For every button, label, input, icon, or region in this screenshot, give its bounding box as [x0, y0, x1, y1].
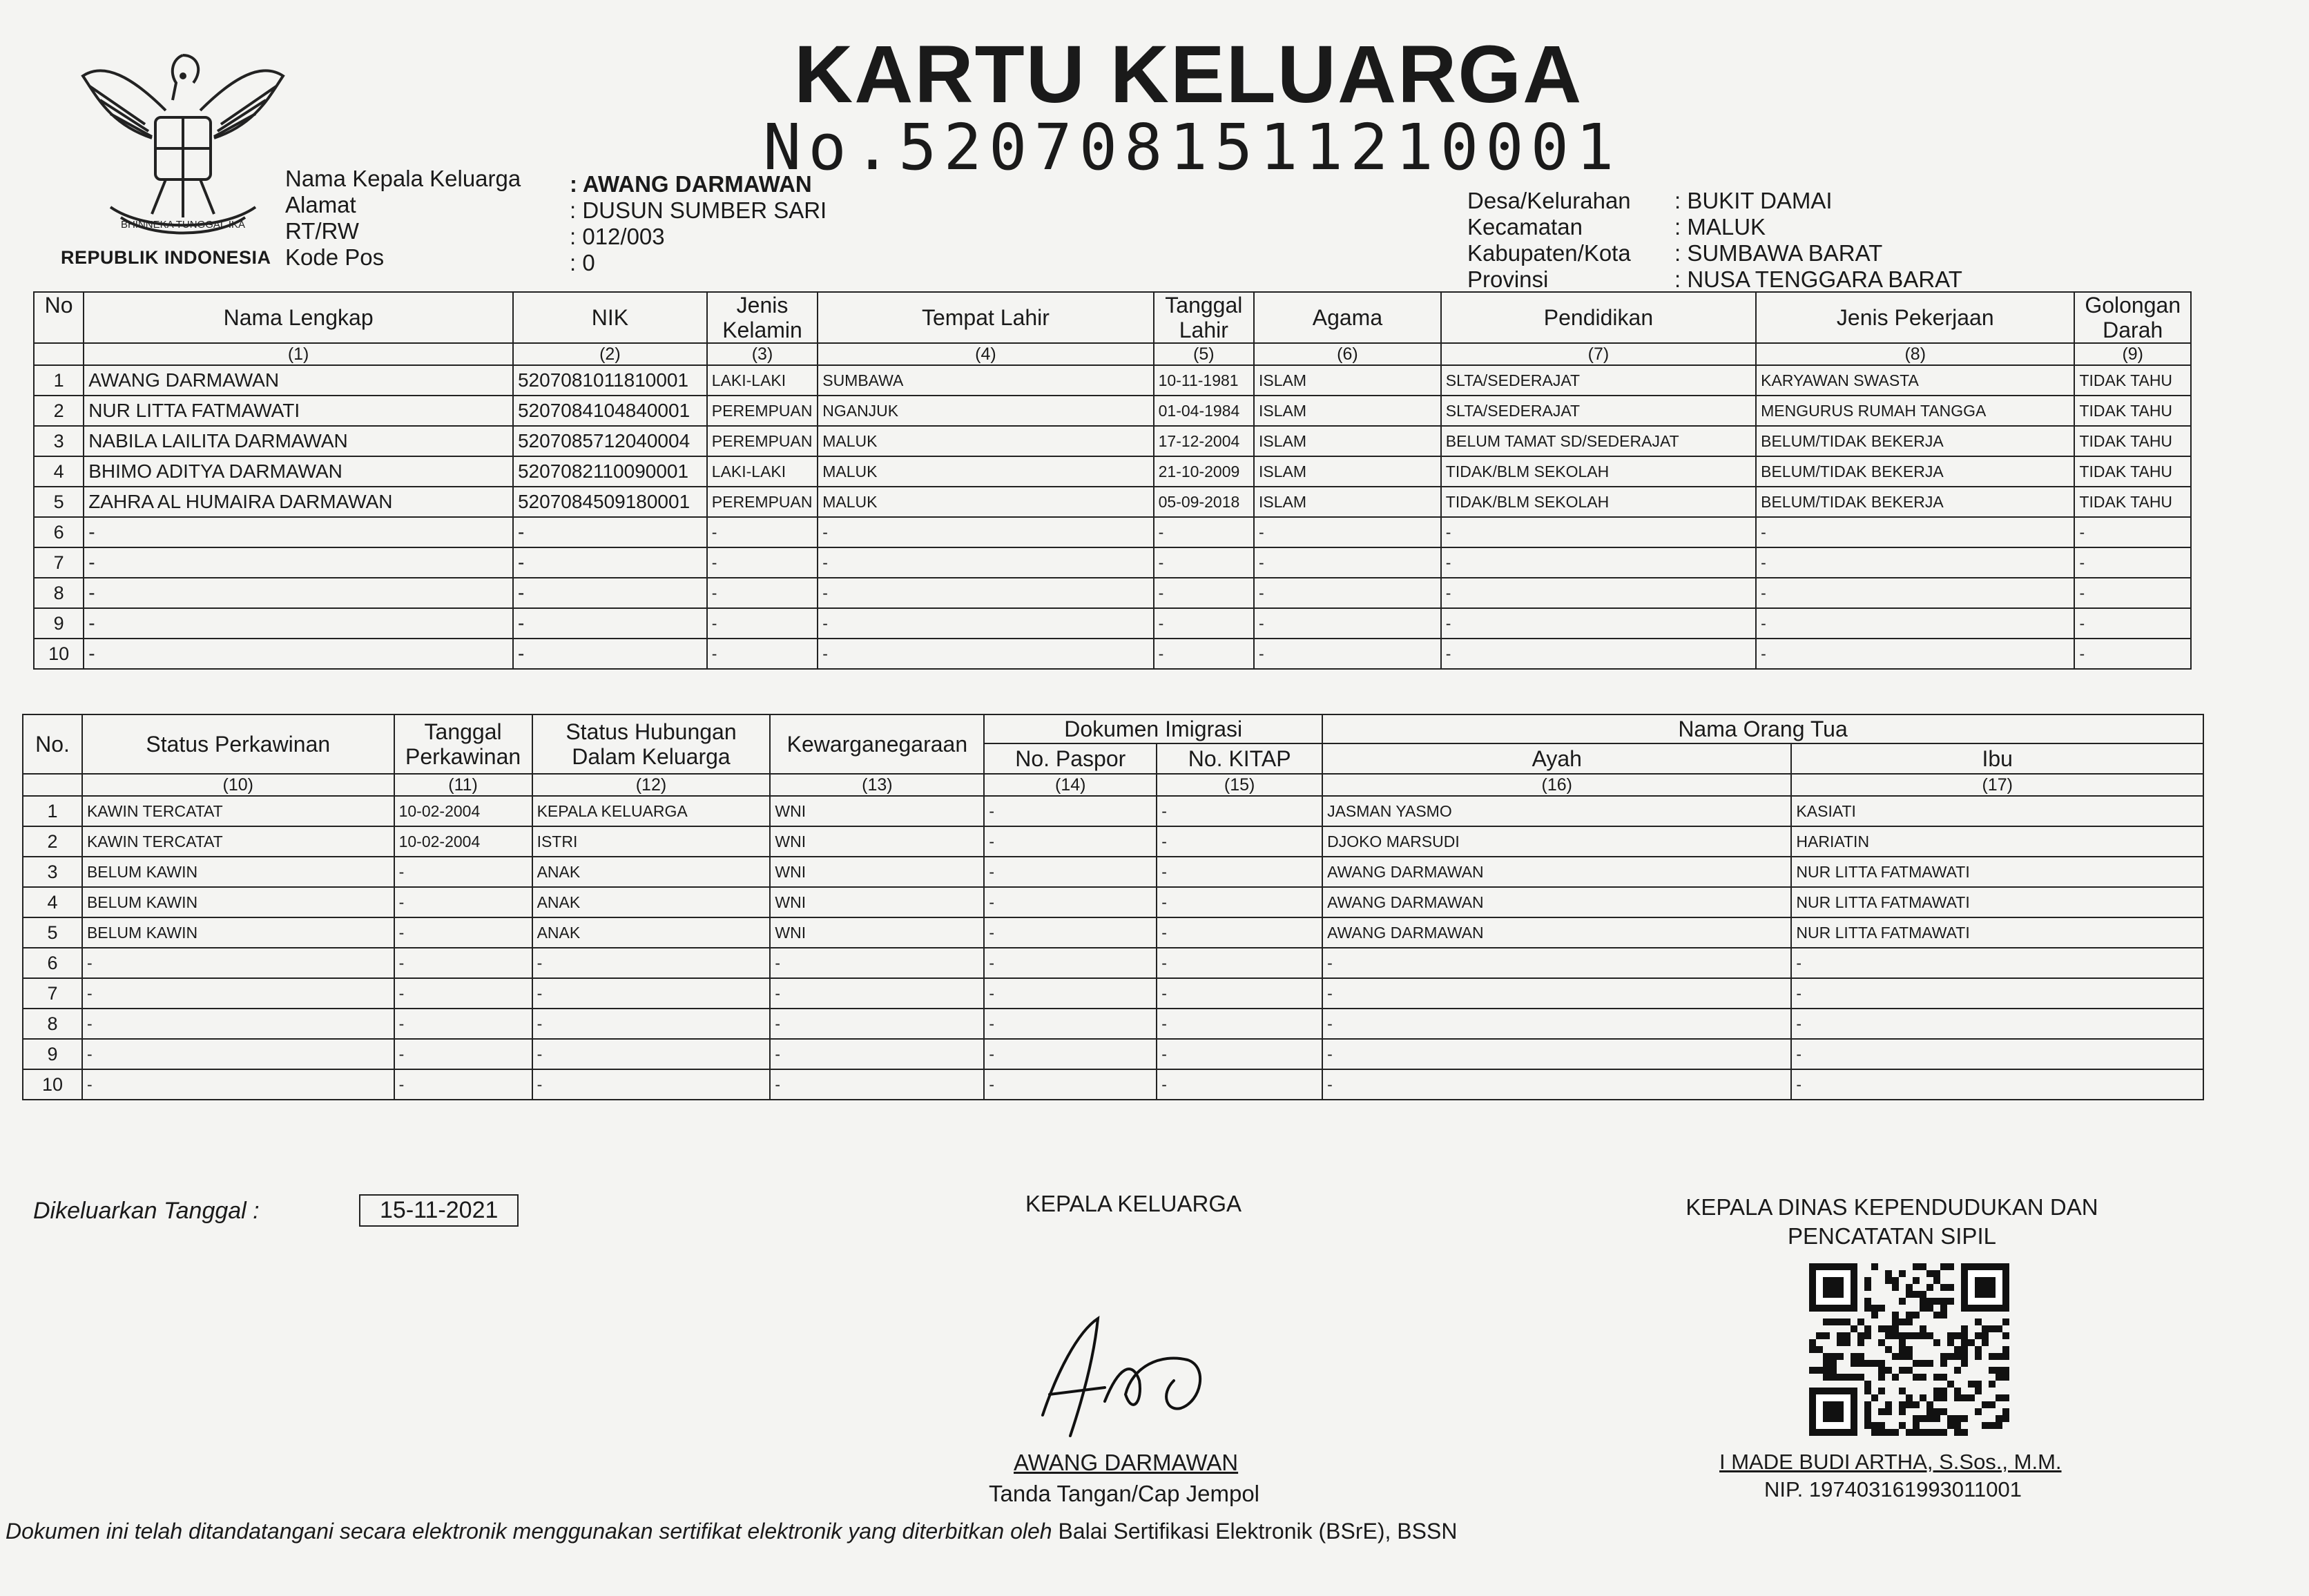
col-number: (12) — [532, 774, 771, 796]
table-cell: 10-02-2004 — [394, 796, 532, 826]
table-cell: - — [984, 917, 1157, 948]
table-cell: 5207084104840001 — [513, 396, 707, 426]
table-row — [34, 365, 2191, 396]
table-cell: BELUM/TIDAK BEKERJA — [1756, 426, 2074, 456]
table-cell: - — [1254, 578, 1441, 608]
table-cell: MALUK — [818, 426, 1153, 456]
table-row — [23, 1039, 2203, 1069]
row-number: 3 — [34, 426, 84, 456]
table-cell: AWANG DARMAWAN — [1322, 917, 1791, 948]
table-cell: - — [1254, 608, 1441, 639]
table-cell: - — [84, 608, 513, 639]
table-cell: - — [1791, 1069, 2203, 1100]
household-right-values — [1674, 188, 1962, 293]
table-cell: PEREMPUAN — [707, 426, 818, 456]
signature-image — [1029, 1312, 1236, 1450]
table-cell: - — [513, 578, 707, 608]
col-number: (1) — [84, 343, 513, 365]
header-no: No. — [23, 714, 82, 774]
table-cell: - — [513, 639, 707, 669]
table-row — [23, 978, 2203, 1009]
table-cell: ZAHRA AL HUMAIRA DARMAWAN — [84, 487, 513, 517]
table-cell: - — [1157, 857, 1322, 887]
table-cell: - — [1322, 978, 1791, 1009]
table-cell: - — [1254, 517, 1441, 547]
table-cell: JASMAN YASMO — [1322, 796, 1791, 826]
col-number: (15) — [1157, 774, 1322, 796]
header-ibu: Ibu — [1791, 743, 2203, 774]
table-cell: - — [984, 857, 1157, 887]
table-cell: KAWIN TERCATAT — [82, 826, 394, 857]
table-row — [23, 857, 2203, 887]
table-cell: - — [1322, 1069, 1791, 1100]
table-row — [23, 1009, 2203, 1039]
table-cell: - — [707, 639, 818, 669]
table-cell: - — [532, 978, 771, 1009]
header-number-blank — [23, 774, 82, 796]
table-cell: LAKI-LAKI — [707, 456, 818, 487]
header-no: No — [34, 292, 84, 343]
table-cell: - — [532, 1069, 771, 1100]
value-kode-pos: : 0 — [570, 250, 595, 275]
label-rtrw: RT/RW — [285, 218, 359, 244]
household-right-labels — [1467, 188, 1631, 293]
table-cell: KEPALA KELUARGA — [532, 796, 771, 826]
table-cell: 5207082110090001 — [513, 456, 707, 487]
table-cell: - — [394, 917, 532, 948]
table-row — [34, 456, 2191, 487]
table-cell: - — [707, 578, 818, 608]
household-left-values — [570, 171, 827, 276]
table-cell: - — [770, 948, 984, 978]
label-kecamatan: Kecamatan — [1467, 214, 1583, 240]
value-desa: : BUKIT DAMAI — [1674, 188, 1833, 213]
table-cell: - — [984, 1009, 1157, 1039]
col-number: (8) — [1756, 343, 2074, 365]
value-kabupaten: : SUMBAWA BARAT — [1674, 240, 1883, 266]
col-number: (11) — [394, 774, 532, 796]
table-cell: TIDAK TAHU — [2074, 365, 2191, 396]
emblem-motto: BHINNEKA TUNGGAL IKA — [120, 219, 246, 231]
table-cell: - — [394, 1009, 532, 1039]
row-number: 9 — [34, 608, 84, 639]
table-cell: ANAK — [532, 887, 771, 917]
table-cell: - — [707, 517, 818, 547]
header-ayah: Ayah — [1322, 743, 1791, 774]
table-cell: - — [984, 1039, 1157, 1069]
value-kecamatan: : MALUK — [1674, 214, 1766, 240]
table-cell: - — [1756, 517, 2074, 547]
label-provinsi: Provinsi — [1467, 266, 1549, 292]
table-cell: KASIATI — [1791, 796, 2203, 826]
value-rtrw: : 012/003 — [570, 224, 665, 249]
table-cell: - — [1441, 639, 1756, 669]
table-cell: NUR LITTA FATMAWATI — [1791, 887, 2203, 917]
kepala-keluarga-name: AWANG DARMAWAN — [1014, 1450, 1239, 1475]
table-cell: - — [1157, 948, 1322, 978]
table-cell: WNI — [770, 887, 984, 917]
table-cell: - — [707, 608, 818, 639]
label-alamat: Alamat — [285, 192, 356, 217]
kepala-keluarga-heading: KEPALA KELUARGA — [1025, 1191, 1242, 1216]
table-cell: - — [2074, 578, 2191, 608]
table-cell: - — [2074, 608, 2191, 639]
table-cell: 5207084509180001 — [513, 487, 707, 517]
table-cell: - — [82, 978, 394, 1009]
table-cell: - — [1157, 1039, 1322, 1069]
electronic-signature-note — [6, 1519, 1457, 1544]
status-table — [22, 714, 2204, 1100]
table-cell: - — [984, 826, 1157, 857]
table-cell: - — [513, 547, 707, 578]
table-cell: - — [984, 978, 1157, 1009]
table-cell: LAKI-LAKI — [707, 365, 818, 396]
table-cell: - — [984, 948, 1157, 978]
row-number: 6 — [34, 517, 84, 547]
table-cell: - — [1154, 639, 1254, 669]
table-cell: MENGURUS RUMAH TANGGA — [1756, 396, 2074, 426]
table-cell: - — [84, 517, 513, 547]
issued-label: Dikeluarkan Tanggal : — [33, 1198, 260, 1224]
table-cell: SLTA/SEDERAJAT — [1441, 396, 1756, 426]
row-number: 7 — [23, 978, 82, 1009]
table-cell: 05-09-2018 — [1154, 487, 1254, 517]
col-number: (5) — [1154, 343, 1254, 365]
table-cell: - — [1756, 608, 2074, 639]
label-kabupaten: Kabupaten/Kota — [1467, 240, 1631, 266]
table-cell: - — [818, 517, 1153, 547]
table-cell: - — [984, 887, 1157, 917]
label-kode-pos: Kode Pos — [285, 244, 385, 270]
table-cell: 21-10-2009 — [1154, 456, 1254, 487]
table-cell: AWANG DARMAWAN — [1322, 857, 1791, 887]
label-kepala-keluarga: Nama Kepala Keluarga — [285, 166, 521, 191]
table-cell: ANAK — [532, 917, 771, 948]
header-golongan-darah: Golongan Darah — [2074, 292, 2191, 343]
table-row — [23, 917, 2203, 948]
table-row — [23, 887, 2203, 917]
header-nama: Nama Lengkap — [84, 292, 513, 343]
table-cell: - — [1254, 639, 1441, 669]
table-row — [34, 426, 2191, 456]
table-cell: 5207081011810001 — [513, 365, 707, 396]
household-left-labels — [285, 166, 521, 271]
table-cell: - — [1791, 948, 2203, 978]
qr-code-icon — [1809, 1263, 2009, 1436]
table-row — [34, 608, 2191, 639]
table-cell: NABILA LAILITA DARMAWAN — [84, 426, 513, 456]
table-cell: PEREMPUAN — [707, 487, 818, 517]
table-row — [34, 578, 2191, 608]
table-cell: - — [1157, 796, 1322, 826]
table-cell: SUMBAWA — [818, 365, 1153, 396]
row-number: 3 — [23, 857, 82, 887]
kepala-keluarga-signature-caption: Tanda Tangan/Cap Jempol — [989, 1481, 1260, 1506]
table-cell: - — [1756, 547, 2074, 578]
table-cell: - — [1157, 978, 1322, 1009]
row-number: 1 — [34, 365, 84, 396]
table-cell: HARIATIN — [1791, 826, 2203, 857]
row-number: 2 — [34, 396, 84, 426]
table-cell: NUR LITTA FATMAWATI — [84, 396, 513, 426]
header-number-blank — [34, 343, 84, 365]
table-cell: - — [532, 1039, 771, 1069]
table-cell: - — [82, 1039, 394, 1069]
table-cell: DJOKO MARSUDI — [1322, 826, 1791, 857]
table-cell: NGANJUK — [818, 396, 1153, 426]
table-cell: - — [394, 887, 532, 917]
row-number: 6 — [23, 948, 82, 978]
table-cell: KAWIN TERCATAT — [82, 796, 394, 826]
header-paspor: No. Paspor — [984, 743, 1157, 774]
table-cell: - — [394, 1039, 532, 1069]
table-cell: - — [1154, 547, 1254, 578]
col-number: (2) — [513, 343, 707, 365]
table-cell: - — [1791, 1039, 2203, 1069]
row-number: 5 — [23, 917, 82, 948]
col-number: (6) — [1254, 343, 1441, 365]
header-agama: Agama — [1254, 292, 1441, 343]
table-cell: SLTA/SEDERAJAT — [1441, 365, 1756, 396]
table-row — [34, 639, 2191, 669]
table-cell: 5207085712040004 — [513, 426, 707, 456]
header-status-hubungan: Status Hubungan Dalam Keluarga — [532, 714, 771, 774]
official-name: I MADE BUDI ARTHA, S.Sos., M.M. — [1719, 1450, 2062, 1474]
table-cell: - — [394, 1069, 532, 1100]
header-nik: NIK — [513, 292, 707, 343]
table-cell: - — [1154, 578, 1254, 608]
table-cell: - — [1441, 578, 1756, 608]
table-cell: - — [770, 1009, 984, 1039]
table-cell: - — [770, 1069, 984, 1100]
header-nama-orang-tua: Nama Orang Tua — [1322, 714, 2203, 743]
table-cell: ISLAM — [1254, 396, 1441, 426]
table-cell: ISTRI — [532, 826, 771, 857]
garuda-emblem-icon — [69, 35, 297, 262]
table-cell: - — [1157, 1069, 1322, 1100]
col-number: (3) — [707, 343, 818, 365]
col-number: (4) — [818, 343, 1153, 365]
value-provinsi: : NUSA TENGGARA BARAT — [1674, 266, 1962, 292]
table-cell: - — [818, 639, 1153, 669]
table-cell: - — [82, 948, 394, 978]
table-row — [23, 1069, 2203, 1100]
dinas-line-2: PENCATATAN SIPIL — [1788, 1223, 1996, 1249]
table-cell: BELUM KAWIN — [82, 857, 394, 887]
col-number: (13) — [770, 774, 984, 796]
table-cell: - — [818, 547, 1153, 578]
table-cell: - — [82, 1069, 394, 1100]
col-number: (14) — [984, 774, 1157, 796]
table-cell: ISLAM — [1254, 365, 1441, 396]
table-cell: TIDAK TAHU — [2074, 426, 2191, 456]
table-cell: - — [1756, 578, 2074, 608]
table-cell: - — [82, 1009, 394, 1039]
value-alamat: : DUSUN SUMBER SARI — [570, 197, 827, 223]
table-cell: BHIMO ADITYA DARMAWAN — [84, 456, 513, 487]
table-cell: - — [1441, 517, 1756, 547]
official-nip: NIP. 197403161993011001 — [1764, 1477, 2022, 1501]
header-tempat-lahir: Tempat Lahir — [818, 292, 1153, 343]
table-cell: - — [1322, 1009, 1791, 1039]
header-kewarganegaraan: Kewarganegaraan — [770, 714, 984, 774]
header-jenis-kelamin: Jenis Kelamin — [707, 292, 818, 343]
table-cell: - — [1157, 917, 1322, 948]
row-number: 7 — [34, 547, 84, 578]
table-cell: WNI — [770, 826, 984, 857]
table-cell: - — [1791, 1009, 2203, 1039]
header-kitap: No. KITAP — [1157, 743, 1322, 774]
table-row — [34, 487, 2191, 517]
table-cell: - — [1322, 1039, 1791, 1069]
row-number: 10 — [23, 1069, 82, 1100]
dinas-line-1: KEPALA DINAS KEPENDUDUKAN DAN — [1685, 1194, 2098, 1220]
table-cell: - — [394, 948, 532, 978]
table-row — [23, 948, 2203, 978]
row-number: 4 — [23, 887, 82, 917]
table-cell: - — [707, 547, 818, 578]
table-cell: - — [2074, 639, 2191, 669]
table-cell: 10-11-1981 — [1154, 365, 1254, 396]
issued-date: 15-11-2021 — [359, 1194, 519, 1227]
header-dokumen-imigrasi: Dokumen Imigrasi — [984, 714, 1322, 743]
table-cell: KARYAWAN SWASTA — [1756, 365, 2074, 396]
table-row — [34, 517, 2191, 547]
table-cell: BELUM TAMAT SD/SEDERAJAT — [1441, 426, 1756, 456]
table-cell: BELUM/TIDAK BEKERJA — [1756, 487, 2074, 517]
table-cell: BELUM KAWIN — [82, 887, 394, 917]
table-cell: - — [770, 978, 984, 1009]
value-kepala-keluarga: : AWANG DARMAWAN — [570, 171, 812, 197]
table-cell: - — [984, 1069, 1157, 1100]
table-cell: - — [1322, 948, 1791, 978]
members-table — [33, 291, 2192, 670]
table-cell: - — [394, 857, 532, 887]
header-status-perkawinan: Status Perkawinan — [82, 714, 394, 774]
table-cell: TIDAK/BLM SEKOLAH — [1441, 456, 1756, 487]
table-row — [34, 396, 2191, 426]
table-cell: NUR LITTA FATMAWATI — [1791, 917, 2203, 948]
table-cell: WNI — [770, 917, 984, 948]
table-cell: - — [84, 547, 513, 578]
republik-indonesia-caption: REPUBLIK INDONESIA — [61, 247, 271, 268]
table-row — [23, 796, 2203, 826]
table-cell: TIDAK TAHU — [2074, 487, 2191, 517]
table-cell: - — [84, 578, 513, 608]
row-number: 1 — [23, 796, 82, 826]
table-cell: - — [532, 948, 771, 978]
col-number: (10) — [82, 774, 394, 796]
row-number: 9 — [23, 1039, 82, 1069]
table-row — [23, 826, 2203, 857]
col-number: (16) — [1322, 774, 1791, 796]
table-cell: - — [1157, 826, 1322, 857]
table-cell: TIDAK TAHU — [2074, 396, 2191, 426]
table-row — [34, 547, 2191, 578]
table-cell: - — [1791, 978, 2203, 1009]
header-pendidikan: Pendidikan — [1441, 292, 1756, 343]
table-cell: AWANG DARMAWAN — [84, 365, 513, 396]
table-cell: - — [84, 639, 513, 669]
header-tanggal-perkawinan: Tanggal Perkawinan — [394, 714, 532, 774]
table-cell: ISLAM — [1254, 456, 1441, 487]
row-number: 2 — [23, 826, 82, 857]
header-tanggal-lahir: Tanggal Lahir — [1154, 292, 1254, 343]
table-cell: - — [513, 517, 707, 547]
table-cell: WNI — [770, 796, 984, 826]
disclaimer-italic: Dokumen ini telah ditandatangani secara elektronik menggunakan sertifikat elektronik yang diterbitkan oleh — [6, 1519, 1052, 1544]
label-desa: Desa/Kelurahan — [1467, 188, 1631, 213]
table-cell: - — [1154, 608, 1254, 639]
table-cell: - — [513, 608, 707, 639]
table-cell: 10-02-2004 — [394, 826, 532, 857]
table-cell: - — [2074, 517, 2191, 547]
table-cell: - — [818, 608, 1153, 639]
table-cell: 17-12-2004 — [1154, 426, 1254, 456]
table-cell: TIDAK/BLM SEKOLAH — [1441, 487, 1756, 517]
table-cell: - — [532, 1009, 771, 1039]
table-cell: - — [770, 1039, 984, 1069]
table-cell: ISLAM — [1254, 426, 1441, 456]
table-cell: MALUK — [818, 487, 1153, 517]
table-cell: PEREMPUAN — [707, 396, 818, 426]
table-cell: ISLAM — [1254, 487, 1441, 517]
table-cell: NUR LITTA FATMAWATI — [1791, 857, 2203, 887]
table-cell: 01-04-1984 — [1154, 396, 1254, 426]
kk-number: No.5207081511210001 — [763, 110, 1621, 184]
table-cell: - — [1154, 517, 1254, 547]
col-number: (7) — [1441, 343, 1756, 365]
table-cell: - — [1157, 1009, 1322, 1039]
table-cell: ANAK — [532, 857, 771, 887]
header-pekerjaan: Jenis Pekerjaan — [1756, 292, 2074, 343]
row-number: 8 — [34, 578, 84, 608]
table-cell: - — [2074, 547, 2191, 578]
table-cell: - — [1441, 608, 1756, 639]
row-number: 5 — [34, 487, 84, 517]
table-cell: - — [984, 796, 1157, 826]
table-cell: TIDAK TAHU — [2074, 456, 2191, 487]
table-cell: MALUK — [818, 456, 1153, 487]
col-number: (9) — [2074, 343, 2191, 365]
disclaimer-normal: Balai Sertifikasi Elektronik (BSrE), BSSN — [1052, 1519, 1458, 1544]
table-cell: - — [818, 578, 1153, 608]
col-number: (17) — [1791, 774, 2203, 796]
table-cell: BELUM/TIDAK BEKERJA — [1756, 456, 2074, 487]
row-number: 4 — [34, 456, 84, 487]
table-cell: - — [1157, 887, 1322, 917]
table-cell: - — [1441, 547, 1756, 578]
table-cell: AWANG DARMAWAN — [1322, 887, 1791, 917]
dinas-heading — [1630, 1193, 2154, 1251]
document-title: KARTU KELUARGA — [794, 29, 1583, 120]
table-cell: WNI — [770, 857, 984, 887]
row-number: 10 — [34, 639, 84, 669]
table-cell: BELUM KAWIN — [82, 917, 394, 948]
table-cell: - — [394, 978, 532, 1009]
table-cell: - — [1254, 547, 1441, 578]
table-cell: - — [1756, 639, 2074, 669]
row-number: 8 — [23, 1009, 82, 1039]
